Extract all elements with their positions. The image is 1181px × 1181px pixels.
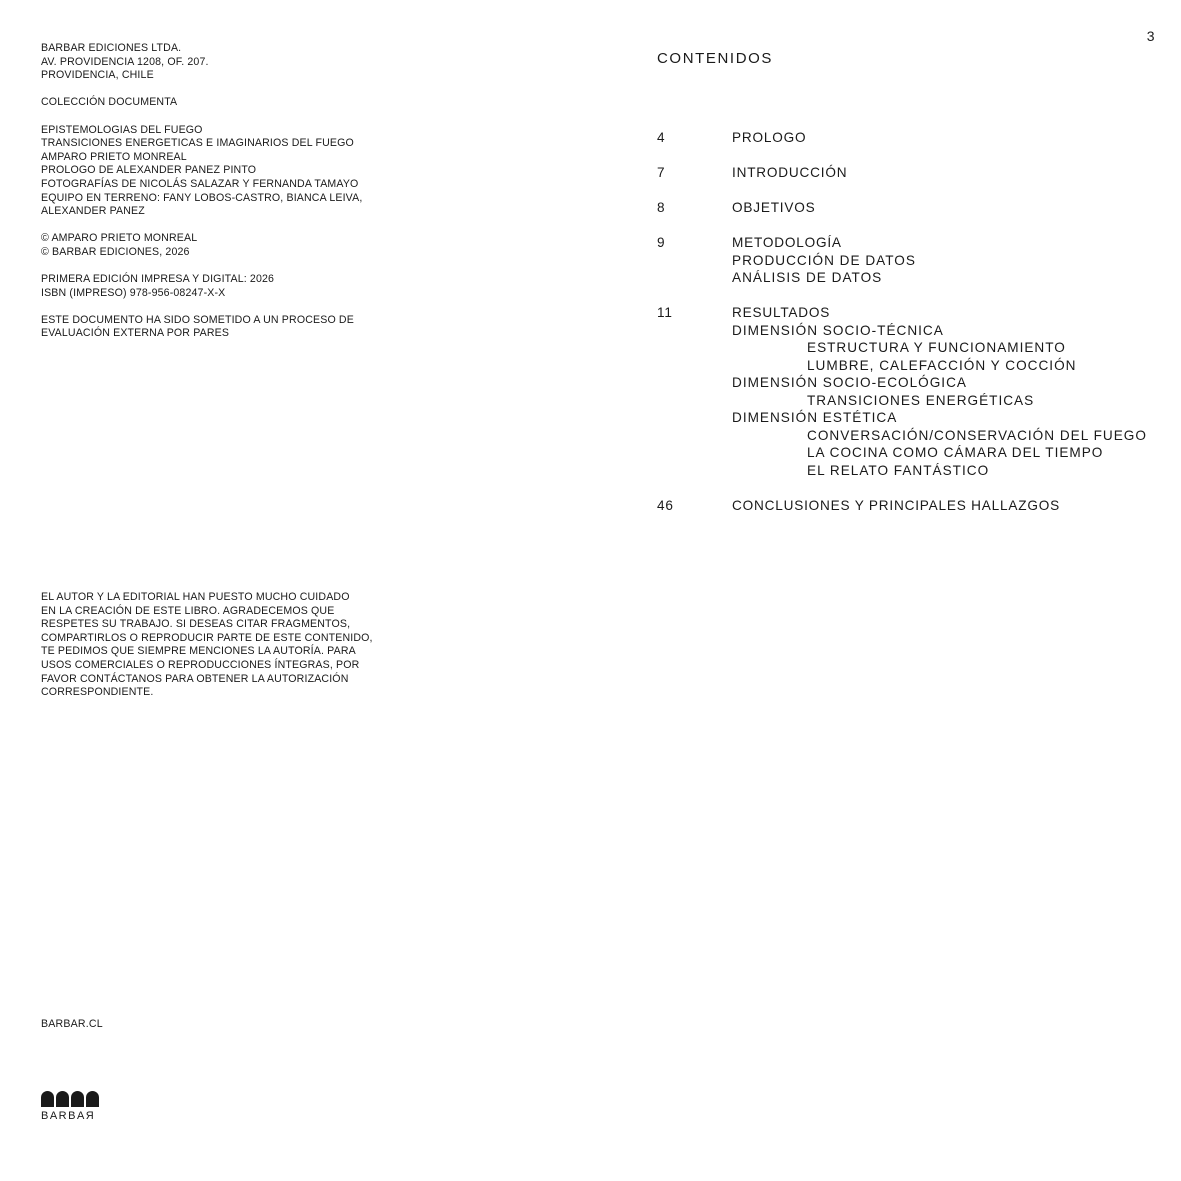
notice-line: TE PEDIMOS QUE SIEMPRE MENCIONES LA AUTORÍA. PARA: [41, 645, 356, 658]
toc-subheading: ANÁLISIS DE DATOS: [732, 270, 883, 285]
notice-line: RESPETES SU TRABAJO. SI DESEAS CITAR FRAGMENTOS,: [41, 618, 351, 631]
toc-page-number: 7: [657, 165, 666, 180]
review-line: EVALUACIÓN EXTERNA POR PARES: [41, 327, 230, 340]
toc-page-number: 46: [657, 497, 674, 513]
toc-subheading: DIMENSIÓN SOCIO-TÉCNICA: [732, 322, 944, 338]
toc-heading: METODOLOGÍA: [732, 235, 842, 250]
toc-page-number: 8: [657, 200, 666, 215]
toc-subsection: TRANSICIONES ENERGÉTICAS: [807, 392, 1035, 408]
notice-line: USOS COMERCIALES O REPRODUCCIONES ÍNTEGRAS, POR: [41, 658, 360, 671]
collection-line: COLECCIÓN DOCUMENTA: [41, 96, 178, 109]
book-credits: [41, 124, 401, 219]
toc-subheading: DIMENSIÓN ESTÉTICA: [732, 410, 898, 425]
logo-wordmark: BARBAЯ: [41, 1110, 96, 1122]
review-line: ESTE DOCUMENTO HA SIDO SOMETIDO A UN PROCESO DE: [41, 313, 354, 326]
credits-line: TRANSICIONES ENERGETICAS E IMAGINARIOS DEL FUEGO: [41, 137, 354, 150]
credits-line: AMPARO PRIETO MONREAL: [41, 150, 187, 163]
colophon: [41, 42, 401, 355]
copyright-notice: [41, 591, 401, 700]
toc-entry[interactable]: [657, 234, 1157, 287]
arches-logo-icon: [41, 1091, 101, 1107]
notice-line: CORRESPONDIENTE.: [41, 686, 154, 699]
publisher-line: BARBAR EDICIONES LTDA.: [41, 42, 182, 54]
edition-line: PRIMERA EDICIÓN IMPRESA Y DIGITAL: 2026: [41, 273, 275, 286]
website-link[interactable]: BARBAR.CL: [41, 1018, 103, 1030]
collection: [41, 96, 401, 110]
notice-line: COMPARTIRLOS O REPRODUCIR PARTE DE ESTE CONTENIDO,: [41, 631, 373, 644]
toc-page-number: 11: [657, 305, 673, 320]
toc-heading: INTRODUCCIÓN: [732, 165, 848, 180]
publisher-logo: [41, 1091, 101, 1122]
toc-entry[interactable]: [657, 164, 1157, 182]
toc-page-number: 9: [657, 235, 666, 250]
toc-title: CONTENIDOS: [657, 50, 774, 67]
notice-line: EL AUTOR Y LA EDITORIAL HAN PUESTO MUCHO CUIDADO: [41, 591, 350, 603]
credits-line: EPISTEMOLOGIAS DEL FUEGO: [41, 123, 203, 136]
table-of-contents: [657, 129, 1157, 532]
toc-entry[interactable]: [657, 199, 1157, 217]
toc-subheading: PRODUCCIÓN DE DATOS: [732, 252, 916, 268]
toc-heading: OBJETIVOS: [732, 200, 816, 215]
toc-page-number: 4: [657, 130, 666, 145]
toc-heading: RESULTADOS: [732, 305, 831, 320]
page-number: 3: [1146, 28, 1155, 44]
toc-subsection: ESTRUCTURA Y FUNCIONAMIENTO: [807, 340, 1066, 355]
copyright-line: © AMPARO PRIETO MONREAL: [41, 232, 198, 245]
toc-subheading: DIMENSIÓN SOCIO-ECOLÓGICA: [732, 375, 967, 390]
toc-entry[interactable]: [657, 497, 1157, 515]
toc-entry[interactable]: [657, 129, 1157, 147]
toc-heading: PROLOGO: [732, 130, 807, 145]
toc-subsection: LUMBRE, CALEFACCIÓN Y COCCIÓN: [807, 357, 1077, 373]
peer-review-note: [41, 314, 401, 341]
credits-line: ALEXANDER PANEZ: [41, 205, 145, 218]
publisher-address: [41, 42, 401, 83]
toc-subsection: CONVERSACIÓN/CONSERVACIÓN DEL FUEGO: [807, 427, 1147, 443]
copyright: [41, 232, 401, 259]
toc-heading: CONCLUSIONES Y PRINCIPALES HALLAZGOS: [732, 497, 1060, 513]
toc-subsection: LA COCINA COMO CÁMARA DEL TIEMPO: [807, 445, 1104, 460]
notice-line: EN LA CREACIÓN DE ESTE LIBRO. AGRADECEMOS QUE: [41, 604, 335, 617]
toc-entry[interactable]: [657, 304, 1157, 479]
publisher-line: PROVIDENCIA, CHILE: [41, 69, 154, 82]
edition-info: [41, 273, 401, 300]
publisher-line: AV. PROVIDENCIA 1208, OF. 207.: [41, 55, 209, 68]
credits-line: FOTOGRAFÍAS DE NICOLÁS SALAZAR Y FERNANDA TAMAYO: [41, 177, 359, 190]
isbn-line: ISBN (IMPRESO) 978-956-08247-X-X: [41, 286, 226, 299]
credits-line: EQUIPO EN TERRENO: FANY LOBOS-CASTRO, BIANCA LEIVA,: [41, 191, 363, 204]
copyright-line: © BARBAR EDICIONES, 2026: [41, 245, 190, 258]
credits-line: PROLOGO DE ALEXANDER PANEZ PINTO: [41, 164, 257, 177]
notice-line: FAVOR CONTÁCTANOS PARA OBTENER LA AUTORIZACIÓN: [41, 672, 349, 685]
toc-subsection: EL RELATO FANTÁSTICO: [807, 462, 990, 478]
